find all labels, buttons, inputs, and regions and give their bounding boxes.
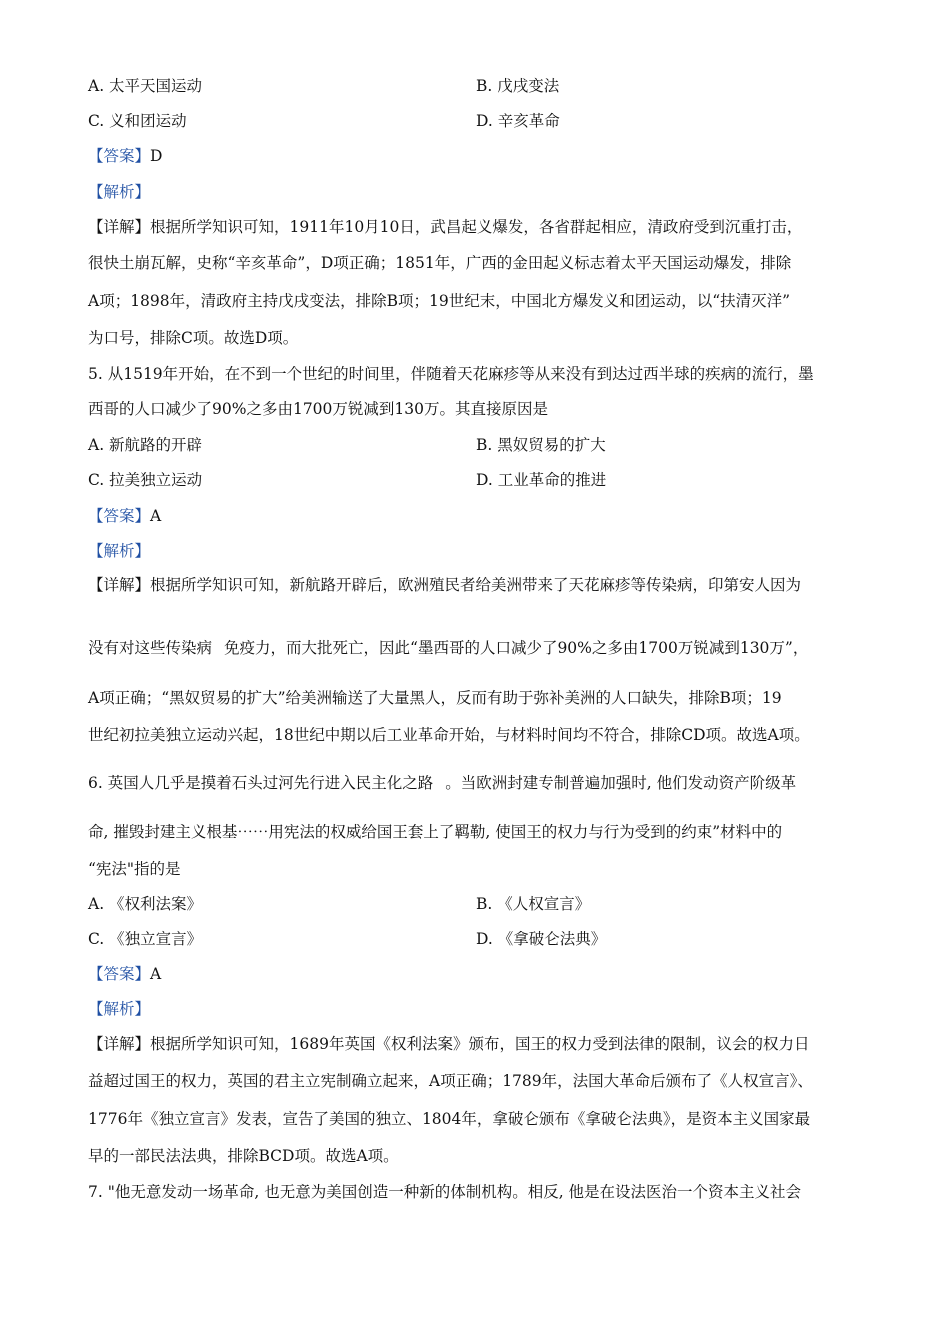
q4-option-c: C. 义和团运动 <box>88 112 187 130</box>
q7-stem-line-1: 7. "他无意发动一场革命, 也无意为美国创造一种新的体制机构。相反, 他是在设法医治一个资本主义社会 <box>88 1183 802 1201</box>
analysis-tag: 【解析】 <box>88 542 151 560</box>
q4-detail-line-2: 很快土崩瓦解，史称“辛亥革命”，D项正确；1851年，广西的金田起义标志着太平天国运动爆发，排除 <box>88 254 792 272</box>
q6-stem-text-1b: 。当欧洲封建专制普遍加强时, 他们发动资产阶级革 <box>445 774 797 792</box>
q4-answer-value: D <box>150 147 163 165</box>
answer-tag: 【答案】 <box>88 965 151 983</box>
q5-answer-value: A <box>150 507 162 525</box>
q6-analysis-tag <box>88 999 150 1019</box>
q6-answer-line <box>88 964 161 984</box>
q5-option-c: C. 拉美独立运动 <box>88 471 203 489</box>
q6-stem-line-2: 命, 摧毁封建主义根基⋯⋯用宪法的权威给国王套上了羁勒, 使国王的权力与行为受到的约束”材料中的 <box>88 823 783 841</box>
q6-option-d: D. 《拿破仑法典》 <box>476 930 607 948</box>
q4-option-a: A. 太平天国运动 <box>88 77 203 95</box>
q6-stem-line-1 <box>88 773 796 793</box>
q6-detail-line-3: 1776年《独立宣言》发表，宣告了美国的独立、1804年，拿破仑颁布《拿破仑法典》，是资本主义国家最 <box>88 1110 811 1128</box>
q4-detail-line-1 <box>88 217 802 237</box>
q5-detail-text-1: 根据所学知识可知，新航路开辟后，欧洲殖民者给美洲带来了天花麻疹等传染病，印第安人因为 <box>150 576 802 594</box>
q4-analysis-tag <box>88 182 150 202</box>
q5-detail-line-4: 世纪初拉美独立运动兴起，18世纪中期以后工业革命开始，与材料时间均不符合，排除CD项。故选A项。 <box>88 726 810 744</box>
q5-detail-text-2b: 免疫力，而大批死亡，因此“墨西哥的人口减少了90%之多由1700万锐减到130万”， <box>224 639 809 657</box>
q6-stem-text-1a: 6. 英国人几乎是摸着石头过河先行进入民主化之路 <box>88 774 434 792</box>
q5-stem-line-2: 西哥的人口减少了90%之多由1700万锐减到130万。其直接原因是 <box>88 400 548 418</box>
q5-detail-line-3: A项正确；“黑奴贸易的扩大”给美洲输送了大量黑人，反而有助于弥补美洲的人口缺失，排除B项；19 <box>88 689 782 707</box>
q6-detail-line-2: 益超过国王的权力，英国的君主立宪制确立起来，A项正确；1789年，法国大革命后颁布了《人权宣言》、 <box>88 1072 813 1090</box>
q5-option-a: A. 新航路的开辟 <box>88 436 203 454</box>
answer-tag: 【答案】 <box>88 147 151 165</box>
q6-option-c: C. 《独立宣言》 <box>88 930 203 948</box>
analysis-tag: 【解析】 <box>88 183 151 201</box>
q4-option-b: B. 戊戌变法 <box>476 77 560 95</box>
q4-option-d: D. 辛亥革命 <box>476 112 560 130</box>
q5-stem-line-1: 5. 从1519年开始，在不到一个世纪的时间里，伴随着天花麻疹等从来没有到达过西半球的疾病的流行，墨 <box>88 365 814 383</box>
q5-analysis-tag <box>88 541 150 561</box>
q5-detail-text-2a: 没有对这些传染病 <box>88 639 213 657</box>
q6-detail-text-1: 根据所学知识可知，1689年英国《权利法案》颁布，国王的权力受到法律的限制，议会的权力日 <box>150 1035 810 1053</box>
q4-detail-text-1: 根据所学知识可知，1911年10月10日，武昌起义爆发，各省群起相应，清政府受到沉重打击， <box>150 218 803 236</box>
q6-answer-value: A <box>150 965 162 983</box>
q6-detail-line-1 <box>88 1034 809 1054</box>
q5-option-d: D. 工业革命的推进 <box>476 471 607 489</box>
q6-option-b: B. 《人权宣言》 <box>476 895 591 913</box>
analysis-tag: 【解析】 <box>88 1000 151 1018</box>
q4-detail-line-4: 为口号，排除C项。故选D项。 <box>88 329 299 347</box>
detail-tag: 【详解】 <box>88 1035 151 1053</box>
q4-detail-line-3: A项；1898年，清政府主持戊戌变法，排除B项；19世纪末，中国北方爆发义和团运动，以“扶清灭洋” <box>88 292 791 310</box>
detail-tag: 【详解】 <box>88 576 151 594</box>
q5-option-b: B. 黑奴贸易的扩大 <box>476 436 606 454</box>
q5-answer-line <box>88 506 161 526</box>
answer-tag: 【答案】 <box>88 507 151 525</box>
q5-detail-line-1 <box>88 575 801 595</box>
detail-tag: 【详解】 <box>88 218 151 236</box>
q6-stem-line-3: “宪法"指的是 <box>88 860 181 878</box>
q5-detail-line-2 <box>88 638 808 658</box>
q6-option-a: A. 《权利法案》 <box>88 895 203 913</box>
q6-detail-line-4: 早的一部民法法典，排除BCD项。故选A项。 <box>88 1147 399 1165</box>
q4-answer-line <box>88 146 162 166</box>
